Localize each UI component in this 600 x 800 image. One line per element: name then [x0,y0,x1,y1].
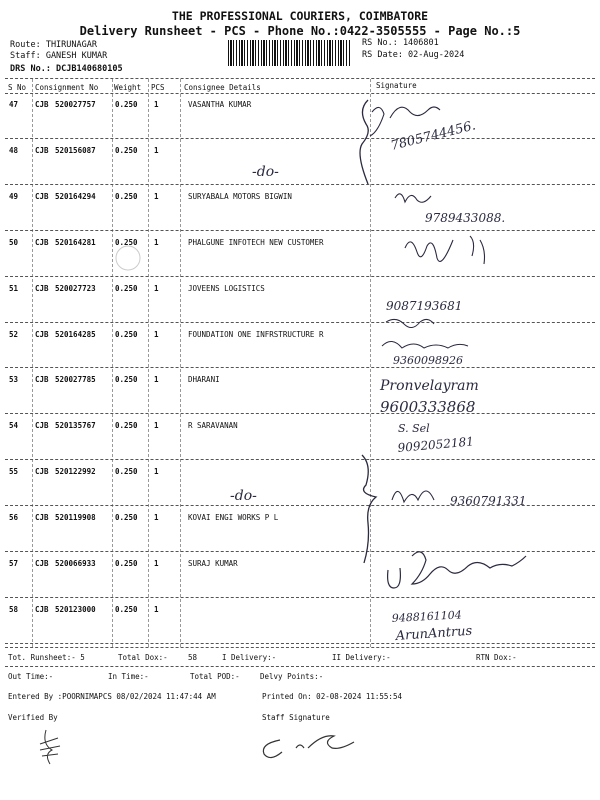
row-weight: 0.250 [115,375,138,384]
ii-delivery: II Delivery:- [332,653,391,662]
row-separator [5,184,595,185]
row-cjb: CJB [35,513,49,522]
row-consignment-no: 520164294 [55,192,96,201]
phone-number-handwritten: 9360791331 [450,494,527,508]
row-consignment-no: 520119908 [55,513,96,522]
row-consignment-no: 520122992 [55,467,96,476]
signature-scribble [395,194,431,202]
staff-signature [263,736,354,758]
footer-top-rule [5,647,595,648]
row-sno: 52 [9,330,19,339]
row-pcs: 1 [154,421,159,430]
phone-number-handwritten: 9600333868 [380,398,476,416]
row-pcs: 1 [154,284,159,293]
row-consignee: KOVAI ENGI WORKS P L [188,513,279,522]
row-sno: 47 [9,100,19,109]
row-cjb: CJB [35,421,49,430]
row-consignee: DHARANI [188,375,220,384]
row-consignee: SURAJ KUMAR [188,559,238,568]
row-consignment-no: 520135767 [55,421,96,430]
row-weight: 0.250 [115,467,138,476]
col-sep [148,79,149,647]
row-cjb: CJB [35,330,49,339]
row-pcs: 1 [154,146,159,155]
total-dox-value: 58 [188,653,198,662]
row-cjb: CJB [35,467,49,476]
row-consignment-no: 520027723 [55,284,96,293]
row-separator [5,230,595,231]
col-sep [180,79,181,647]
col-sep [370,79,371,647]
row-cjb: CJB [35,375,49,384]
name-handwritten: Pronvelayram [380,378,479,394]
row-consignment-no: 520027757 [55,100,96,109]
ditto-mark: -do- [230,488,257,504]
row-sno: 57 [9,559,19,568]
name-handwritten: ArunAntrus [395,623,473,644]
row-separator [5,413,595,414]
phone-number-handwritten: 9087193681 [386,299,463,313]
signature-scribble [405,236,485,264]
row-consignment-no: 520156087 [55,146,96,155]
staff-label: Staff: GANESH KUMAR [10,51,108,61]
row-cjb: CJB [35,100,49,109]
phone-number-handwritten: 9360098926 [393,354,463,367]
row-pcs: 1 [154,238,159,247]
row-separator [5,276,595,277]
route-label: Route: THIRUNAGAR [10,40,97,50]
signature-scribble [370,107,440,136]
phone-number-handwritten: 9092052181 [397,434,475,455]
header-bottom-rule [5,93,595,94]
row-pcs: 1 [154,375,159,384]
bracket-mark [360,100,368,184]
row-sno: 55 [9,467,19,476]
rs-date: RS Date: 02-Aug-2024 [362,50,465,60]
bracket-mark [362,455,376,563]
row-consignment-no: 520164281 [55,238,96,247]
row-weight: 0.250 [115,284,138,293]
row-separator [5,643,595,644]
tot-runsheet: Tot. Runsheet:- 5 [8,653,85,662]
drs-number: DRS No.: DCJB140680105 [10,64,123,74]
row-consignee: VASANTHA KUMAR [188,100,252,109]
row-weight: 0.250 [115,146,138,155]
ditto-mark: -do- [252,164,279,180]
row-pcs: 1 [154,513,159,522]
signature-scribble [382,341,468,348]
row-sno: 56 [9,513,19,522]
col-sno: S No [8,83,27,92]
row-consignment-no: 520123000 [55,605,96,614]
row-sno: 49 [9,192,19,201]
in-time: In Time:- [108,672,149,681]
row-separator [5,367,595,368]
row-sno: 53 [9,375,19,384]
company-title: THE PROFESSIONAL COURIERS, COIMBATORE [171,9,429,23]
total-pod: Total POD:- [190,672,240,681]
row-weight: 0.250 [115,421,138,430]
row-cjb: CJB [35,559,49,568]
out-time: Out Time:- [8,672,54,681]
col-sep [32,79,33,647]
footer-mid-rule [5,666,595,667]
row-consignment-no: 520027785 [55,375,96,384]
row-consignment-no: 520164285 [55,330,96,339]
i-delivery: I Delivery:- [222,653,277,662]
row-weight: 0.250 [115,559,138,568]
row-consignee: FOUNDATION ONE INFRSTRUCTURE R [188,330,324,339]
row-pcs: 1 [154,467,159,476]
row-weight: 0.250 [115,238,138,247]
row-separator [5,551,595,552]
row-cjb: CJB [35,192,49,201]
entered-by: Entered By :POORNIMAPCS 08/02/2024 11:47:44 AM [8,692,216,701]
row-consignee: JOVEENS LOGISTICS [188,284,265,293]
row-cjb: CJB [35,238,49,247]
row-sno: 54 [9,421,19,430]
row-weight: 0.250 [115,513,138,522]
rtn-dox: RTN Dox:- [476,653,517,662]
delvy-points: Delvy Points:- [260,672,324,681]
row-weight: 0.250 [115,605,138,614]
row-separator [5,459,595,460]
col-pcs: PCS [151,83,165,92]
name-handwritten: S. Sel [398,422,430,435]
barcode [228,40,350,66]
row-separator [5,138,595,139]
row-pcs: 1 [154,330,159,339]
signature-scribble [392,491,434,502]
header-top-rule [5,78,595,79]
row-weight: 0.250 [115,330,138,339]
runsheet-subtitle: Delivery Runsheet - PCS - Phone No.:0422-3505555 - Page No.:5 [79,24,521,38]
rs-number: RS No.: 1406801 [362,38,439,48]
printed-on: Printed On: 02-08-2024 11:55:54 [262,692,402,701]
row-separator [5,505,595,506]
row-separator [5,322,595,323]
col-sep [112,79,113,647]
signature-scribble [386,319,434,327]
row-sno: 48 [9,146,19,155]
total-dox-label: Total Dox:- [118,653,168,662]
row-pcs: 1 [154,605,159,614]
phone-number-handwritten: 9789433088. [425,211,506,225]
row-cjb: CJB [35,146,49,155]
signature-scribble [388,552,526,588]
row-pcs: 1 [154,192,159,201]
phone-number-handwritten: 9488161104 [391,608,463,625]
row-consignee: PHALGUNE INFOTECH NEW CUSTOMER [188,238,324,247]
row-consignee: SURYABALA MOTORS BIGWIN [188,192,292,201]
row-sno: 51 [9,284,19,293]
col-consignment: Consignment No [35,83,99,92]
verified-signature [40,730,60,764]
col-consignee: Consignee Details [184,83,261,92]
row-cjb: CJB [35,284,49,293]
row-consignment-no: 520066933 [55,559,96,568]
row-pcs: 1 [154,100,159,109]
phone-number-handwritten: 7805744456. [389,118,478,154]
row-sno: 58 [9,605,19,614]
row-separator [5,597,595,598]
row-pcs: 1 [154,559,159,568]
col-weight: Weight [114,83,142,92]
staff-signature-label: Staff Signature [262,713,330,722]
verified-by: Verified By [8,713,58,722]
col-signature: Signature [376,81,417,90]
row-consignee: R SARAVANAN [188,421,238,430]
row-weight: 0.250 [115,192,138,201]
row-cjb: CJB [35,605,49,614]
stamp-mark [116,246,140,270]
row-weight: 0.250 [115,100,138,109]
row-sno: 50 [9,238,19,247]
